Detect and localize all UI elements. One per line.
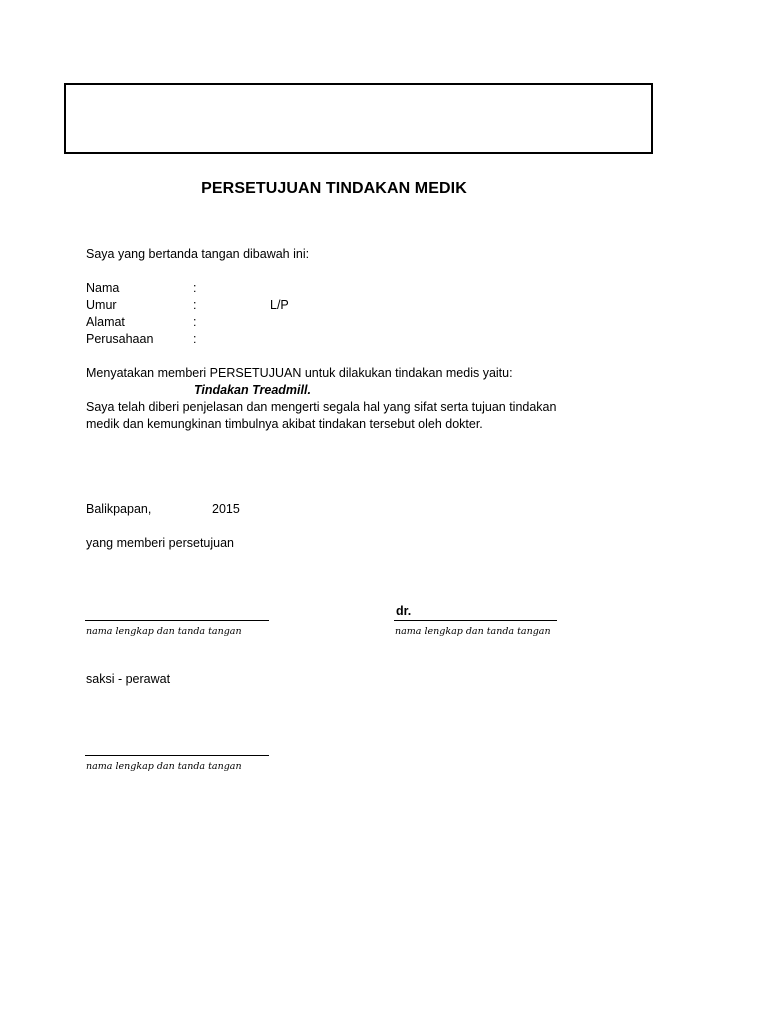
procedure-name: Tindakan Treadmill.	[194, 383, 311, 397]
field-alamat-colon: :	[193, 315, 197, 329]
field-nama-colon: :	[193, 281, 197, 295]
field-perusahaan-colon: :	[193, 332, 197, 346]
document-title: PERSETUJUAN TINDAKAN MEDIK	[201, 180, 467, 197]
place-label: Balikpapan,	[86, 502, 152, 516]
witness-signature-caption: nama lengkap dan tanda tangan	[86, 761, 242, 772]
witness-label: saksi - perawat	[86, 672, 171, 686]
doctor-signature-caption: nama lengkap dan tanda tangan	[395, 626, 551, 637]
field-gender-label: L/P	[270, 298, 289, 312]
year-label: 2015	[212, 502, 240, 516]
field-umur-colon: :	[193, 298, 197, 312]
field-umur-label: Umur	[86, 298, 117, 312]
witness-signature-line	[85, 755, 269, 756]
statement-line-1: Menyatakan memberi PERSETUJUAN untuk dilakukan tindakan medis yaitu:	[86, 366, 513, 380]
field-perusahaan-label: Perusahaan	[86, 332, 154, 346]
field-nama-label: Nama	[86, 281, 120, 295]
statement-line-2: Saya telah diberi penjelasan dan mengerti segala hal yang sifat serta tujuan tindakan	[86, 400, 557, 414]
intro-text: Saya yang bertanda tangan dibawah ini:	[86, 247, 310, 261]
doctor-signature-line	[394, 620, 557, 621]
field-alamat-label: Alamat	[86, 315, 125, 329]
statement-line-3: medik dan kemungkinan timbulnya akibat tindakan tersebut oleh dokter.	[86, 417, 483, 431]
consenter-signature-line	[85, 620, 269, 621]
consenter-signature-caption: nama lengkap dan tanda tangan	[86, 626, 242, 637]
header-box	[64, 83, 653, 154]
consenter-label: yang memberi persetujuan	[86, 536, 234, 550]
doctor-prefix: dr.	[396, 604, 412, 618]
